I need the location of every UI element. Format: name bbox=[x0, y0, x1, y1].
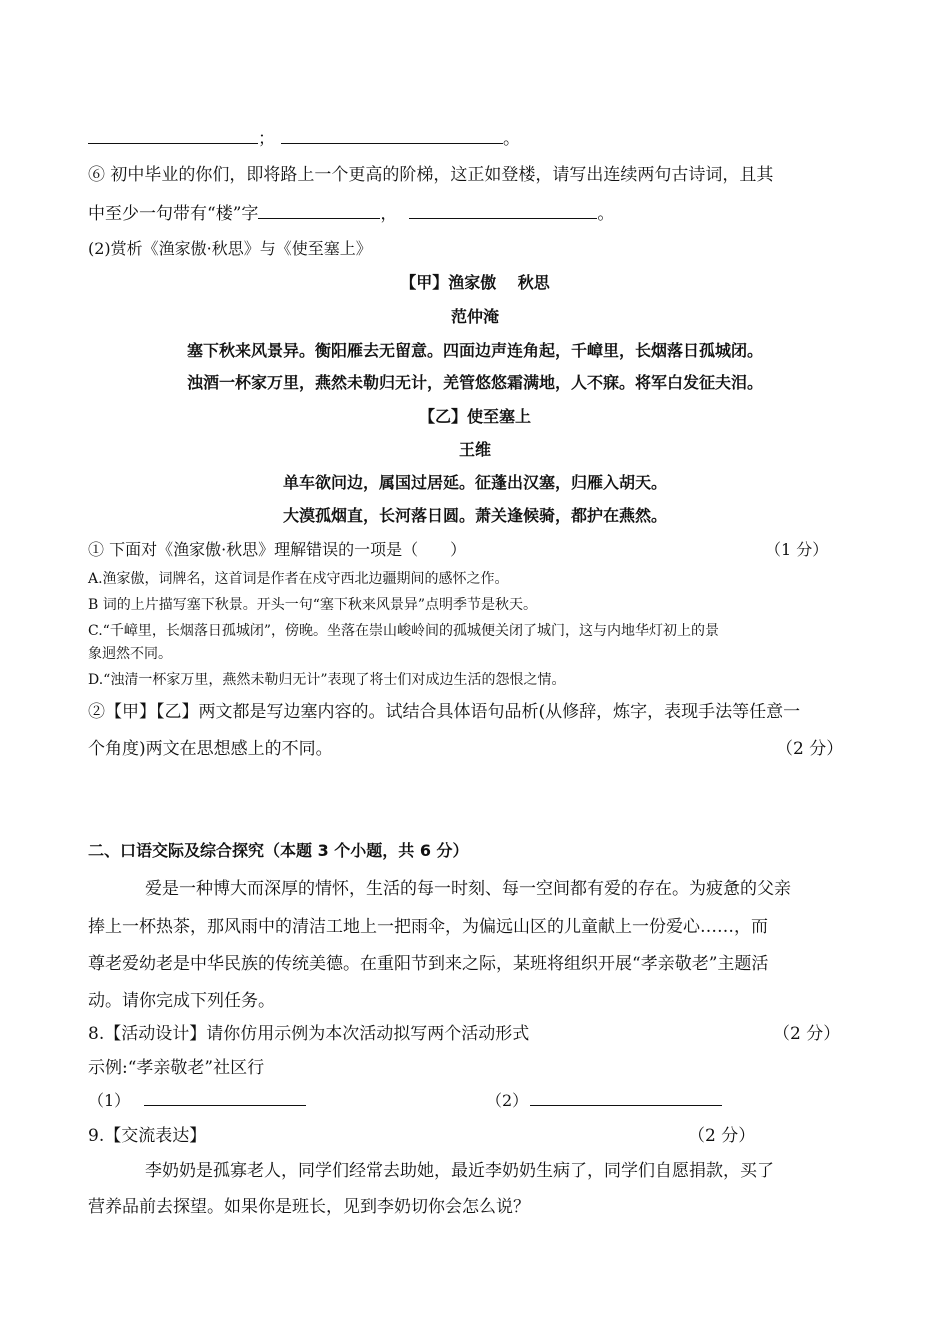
answer-blank[interactable] bbox=[144, 1091, 306, 1106]
q6-line2: 中至少一句带有“楼”字 ， 。 bbox=[88, 204, 615, 224]
q8-example: 示例:“孝亲敬老”社区行 bbox=[88, 1058, 265, 1078]
sub2-line2: 个角度)两文在思想感上的不同。 bbox=[88, 739, 333, 759]
answer-blank[interactable] bbox=[258, 204, 380, 219]
poem-jia-title: 【甲】渔家傲 秋思 bbox=[400, 273, 550, 292]
section2-intro-line4: 动。请你完成下列任务。 bbox=[88, 991, 275, 1011]
q8-text: 8.【活动设计】请你仿用示例为本次活动拟写两个活动形式 bbox=[88, 1024, 530, 1044]
answer-line-top: ； 。 bbox=[88, 124, 520, 149]
poem-jia-line1: 塞下秋来风景异。衡阳雁去无留意。四面边声连角起，千嶂里，长烟落日孤城闭。 bbox=[186, 341, 763, 360]
q8-score: （2 分） bbox=[773, 1024, 841, 1044]
section2-heading: 二、口语交际及综合探究（本题 3 个小题，共 6 分） bbox=[88, 841, 469, 860]
q9-line1: 李奶奶是孤寡老人，同学们经常去助她，最近李奶奶生病了，同学们自愿捐款，买了 bbox=[145, 1161, 774, 1181]
option-d: D.“浊清一杯家万里，燕然未勒归无计”表现了将士们对成边生活的怨恨之情。 bbox=[88, 672, 566, 688]
poem-jia-line2: 浊酒一杯家万里，燕然未勒归无计，羌管悠悠霜满地，人不寐。将军白发征夫泪。 bbox=[186, 373, 763, 392]
q9-text: 9.【交流表达】 bbox=[88, 1126, 207, 1146]
option-c-line2: 象迥然不同。 bbox=[88, 646, 172, 662]
poem-yi-line1: 单车欲问边，属国过居延。征蓬出汉塞，归雁入胡天。 bbox=[282, 473, 667, 492]
q6-line1: ⑥ 初中毕业的你们，即将路上一个更高的阶梯，这正如登楼，请写出连续两句古诗词，且其 bbox=[88, 165, 774, 185]
section2-intro-line3: 尊老爱幼老是中华民族的传统美德。在重阳节到来之际，某班将组织开展“孝亲敬老”主题活 bbox=[88, 954, 769, 974]
sub1-score: （1 分） bbox=[765, 540, 829, 559]
q2-title: (2)赏析《渔家傲·秋思》与《使至塞上》 bbox=[88, 239, 372, 258]
option-a: A.渔家傲，词牌名，这首词是作者在戍守西北边疆期间的感怀之作。 bbox=[88, 571, 509, 587]
answer-blank[interactable] bbox=[88, 129, 258, 144]
q8-answer-1: （1） bbox=[88, 1088, 306, 1111]
poem-jia-author: 范仲淹 bbox=[450, 307, 499, 326]
section2-intro-line1: 爱是一种博大而深厚的情怀，生活的每一时刻、每一空间都有爱的存在。为疲惫的父亲 bbox=[145, 879, 791, 899]
answer-blank[interactable] bbox=[281, 129, 503, 144]
q8-answer-2: （2） bbox=[486, 1088, 722, 1111]
section2-intro-line2: 捧上一杯热茶，那风雨中的清洁工地上一把雨伞，为偏远山区的儿童献上一份爱心……，而 bbox=[88, 917, 768, 937]
sub2-line1: ②【甲】【乙】两文都是写边塞内容的。试结合具体语句品析(从修辞，炼字，表现手法等任意一 bbox=[88, 702, 801, 722]
answer-blank[interactable] bbox=[409, 204, 597, 219]
sub1-question: ① 下面对《渔家傲·秋思》理解错误的一项是（ ） bbox=[88, 540, 467, 559]
answer-blank[interactable] bbox=[530, 1091, 722, 1106]
poem-yi-author: 王维 bbox=[458, 440, 491, 459]
q9-score: （2 分） bbox=[688, 1126, 756, 1146]
option-c-line1: C.“千嶂里，长烟落日孤城闭”，傍晚。坐落在崇山峻岭间的孤城便关闭了城门，这与内地华灯初上的景 bbox=[88, 623, 719, 639]
q9-line2: 营养品前去探望。如果你是班长，见到李奶切你会怎么说？ bbox=[88, 1197, 530, 1217]
poem-yi-title: 【乙】使至塞上 bbox=[418, 407, 531, 426]
option-b: B 词的上片描写塞下秋景。开头一句“塞下秋来风景异”点明季节是秋天。 bbox=[88, 597, 538, 613]
sub2-score: （2 分） bbox=[776, 739, 844, 759]
poem-yi-line2: 大漠孤烟直，长河落日圆。萧关逢候骑，都护在燕然。 bbox=[282, 506, 667, 525]
